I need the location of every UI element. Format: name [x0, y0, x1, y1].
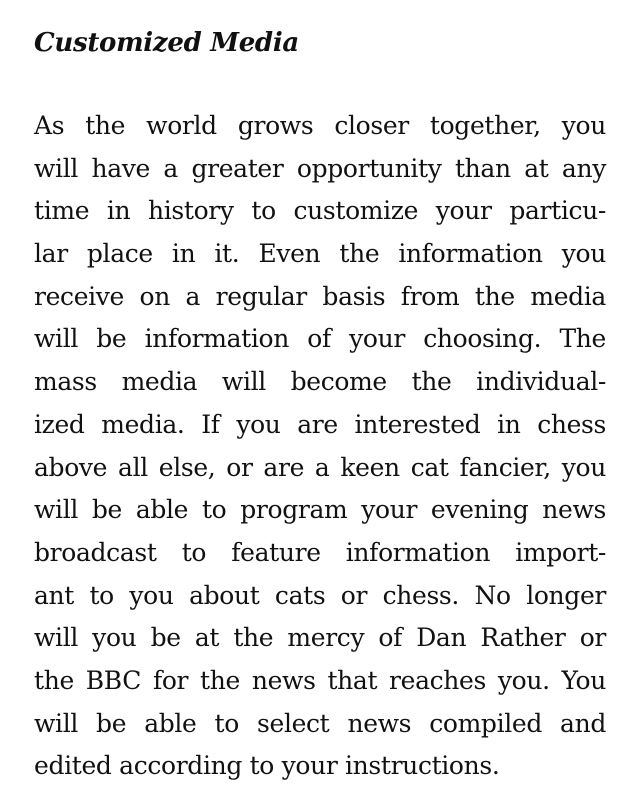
paragraph-line: lar place in it. Even the information you [34, 239, 606, 269]
paragraph-line: will be information of your choosing. The [34, 324, 606, 354]
paragraph-line: above all else, or are a keen cat fancier, you [34, 452, 606, 482]
paragraph-line: time in history to customize your particu- [34, 196, 606, 226]
paragraph-line: the BBC for the news that reaches you. You [34, 665, 606, 695]
paragraph-line: receive on a regular basis from the media [34, 281, 606, 311]
paragraph-line: ized media. If you are interested in chess [34, 409, 606, 439]
paragraph-line: ant to you about cats or chess. No longer [34, 580, 606, 610]
paragraph-line: will you be at the mercy of Dan Rather or [34, 623, 606, 653]
document-page [34, 24, 606, 788]
paragraph-line: mass media will become the individual- [34, 367, 606, 397]
paragraph-line: As the world grows closer together, you [34, 111, 606, 140]
paragraph-line: broadcast to feature information import- [34, 537, 606, 567]
paragraph-line: will have a greater opportunity than at any [34, 153, 606, 183]
section-heading: Customized Media [34, 28, 299, 58]
paragraph-line: edited according to your instructions. [34, 751, 500, 781]
body-paragraph [34, 105, 606, 788]
paragraph-line: will be able to program your evening news [34, 495, 606, 525]
paragraph-line: will be able to select news compiled and [34, 708, 606, 738]
